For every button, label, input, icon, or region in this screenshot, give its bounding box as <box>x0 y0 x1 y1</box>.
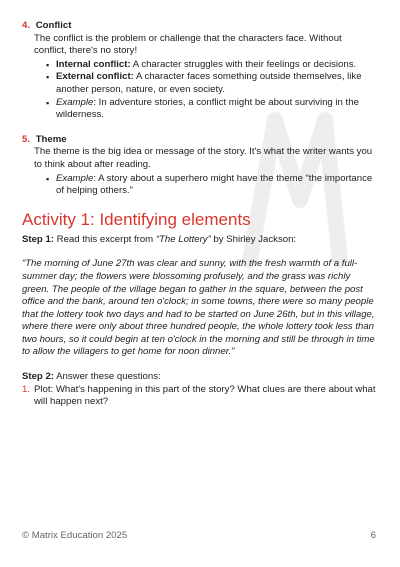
list-item <box>46 97 380 122</box>
step-1 <box>22 234 380 247</box>
section-heading <box>22 134 380 147</box>
section-conflict <box>22 20 380 122</box>
bullet-text: : In adventure stories, a conflict might be about surviving in the wilderness. <box>56 96 359 121</box>
bullet-lead: External conflict: <box>56 71 134 83</box>
list-item <box>46 71 380 96</box>
square-bullet-icon: ▪ <box>46 97 50 108</box>
body-line: The conflict is the problem or challenge that the characters face. Without <box>34 32 342 44</box>
question-number: 1. <box>22 383 31 395</box>
author-text: by Shirley Jackson: <box>210 233 297 245</box>
question-list <box>22 384 380 409</box>
page-footer <box>22 530 376 541</box>
section-heading <box>22 20 380 33</box>
list-item <box>22 384 380 409</box>
step-text: Answer these questions: <box>54 371 161 383</box>
bullet-text: A character struggles with their feelings or decisions. <box>130 58 357 70</box>
work-title: “The Lottery” <box>155 233 211 245</box>
bullet-lead: Internal conflict: <box>56 58 131 70</box>
square-bullet-icon: ▪ <box>46 173 50 184</box>
section-number: 4. <box>22 20 31 31</box>
activity-title: Activity 1: Identifying elements <box>22 209 251 229</box>
step-label: Step 2: <box>22 371 54 383</box>
bullet-lead: Example <box>56 96 94 108</box>
copyright-text: © Matrix Education 2025 <box>22 530 128 541</box>
step-label: Step 1: <box>22 233 54 245</box>
excerpt-quote: “The morning of June 27th was clear and sunny, with the fresh warmth of a full-summer day; the flowers were blossoming profusely, and the grass was richly green. The people of the village began to gather in the square, between the post office and the bank, around ten o'clock; in some towns, there were so many people that the lottery took two days and had to be started on June 26th, but in this village, where there were only about three hundred people, the whole lottery took less than two hours, so it could begin at ten o'clock in the morning and still be through in time to allow the villagers to get home for noon dinner.” <box>22 258 375 358</box>
bullet-list <box>22 59 380 122</box>
bullet-text: : A story about a superhero might have the theme “the importance of helping others.” <box>56 172 373 197</box>
body-line: conflict, there's no story! <box>34 45 138 57</box>
square-bullet-icon: ▪ <box>46 59 50 70</box>
list-item <box>46 59 380 72</box>
square-bullet-icon: ▪ <box>46 72 50 83</box>
section-number: 5. <box>22 133 31 145</box>
page-content <box>22 20 380 409</box>
bullet-lead: Example <box>56 172 94 184</box>
bullet-list <box>22 173 380 198</box>
step-text: Read this excerpt from <box>54 233 156 245</box>
section-theme <box>22 134 380 198</box>
question-text: Plot: What's happening in this part of the story? What clues are there about what will happen next? <box>34 383 376 408</box>
section-body <box>34 33 380 58</box>
bullet-text: A character faces something outside themselves, like another person, nature, or even society. <box>56 71 362 95</box>
section-title: Conflict <box>35 20 72 31</box>
section-body: The theme is the big idea or message of the story. It's what the writer wants you to think about after reading. <box>34 146 373 170</box>
list-item <box>46 173 380 198</box>
page-number: 6 <box>370 530 376 541</box>
step-2 <box>22 371 380 384</box>
section-title: Theme <box>35 133 67 145</box>
